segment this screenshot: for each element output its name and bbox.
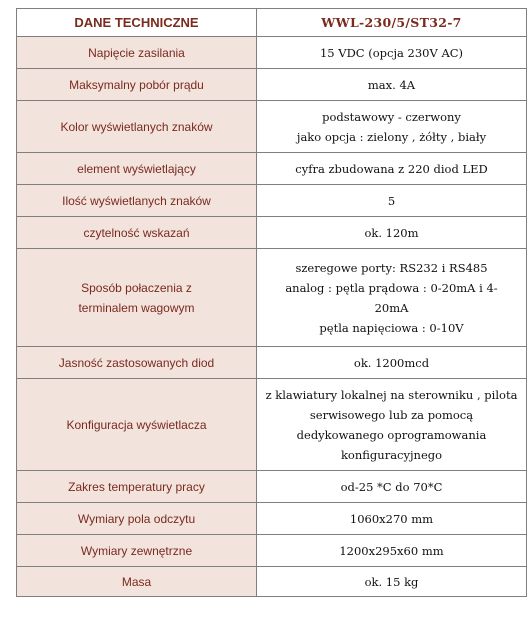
row-value xyxy=(257,101,527,153)
table-row xyxy=(17,217,527,249)
header-label: DANE TECHNICZNE xyxy=(17,9,257,37)
row-value xyxy=(257,347,527,379)
row-value xyxy=(257,567,527,597)
row-value xyxy=(257,503,527,535)
row-value xyxy=(257,535,527,567)
row-label: Jasność zastosowanych diod xyxy=(17,347,257,379)
row-value xyxy=(257,471,527,503)
table-row xyxy=(17,101,527,153)
value-line: ok. 120m xyxy=(364,225,419,240)
value-line: 15 VDC (opcja 230V AC) xyxy=(319,45,464,60)
row-label: element wyświetlający xyxy=(17,153,257,185)
value-line: max. 4A xyxy=(367,77,416,92)
value-line: z klawiatury lokalnej na sterowniku , pilota xyxy=(265,387,518,402)
label-line: terminalem wagowym xyxy=(78,300,195,315)
row-label: Kolor wyświetlanych znaków xyxy=(17,101,257,153)
row-label: czytelność wskazań xyxy=(17,217,257,249)
table-row xyxy=(17,249,527,347)
row-label: Maksymalny pobór prądu xyxy=(17,69,257,101)
value-line: serwisowego lub za pomocą xyxy=(309,407,474,422)
row-value xyxy=(257,185,527,217)
row-value xyxy=(257,249,527,347)
value-line: dedykowanego oprogramowania xyxy=(296,427,487,442)
value-line: ok. 15 kg xyxy=(364,574,419,589)
table-header-row xyxy=(17,9,527,37)
table-row xyxy=(17,69,527,101)
value-line: 1200x295x60 mm xyxy=(339,543,444,558)
value-line: analog : pętla prądowa : 0-20mA i 4- xyxy=(285,280,498,295)
table-row xyxy=(17,567,527,597)
table-row xyxy=(17,379,527,471)
table-row xyxy=(17,37,527,69)
value-line: od-25 *C do 70*C xyxy=(340,479,443,494)
table-row xyxy=(17,535,527,567)
header-model: WWL-230/5/ST32-7 xyxy=(257,9,527,37)
value-line: pętla napięciowa : 0-10V xyxy=(319,320,464,335)
row-value xyxy=(257,153,527,185)
value-line: cyfra zbudowana z 220 diod LED xyxy=(295,161,488,176)
row-label: Wymiary pola odczytu xyxy=(17,503,257,535)
value-line: 5 xyxy=(387,193,396,208)
value-line: ok. 1200mcd xyxy=(353,355,430,370)
row-label: Konfiguracja wyświetlacza xyxy=(17,379,257,471)
table-row xyxy=(17,153,527,185)
row-value xyxy=(257,69,527,101)
label-line: Sposób połaczenia z xyxy=(81,280,192,295)
row-value xyxy=(257,379,527,471)
row-label xyxy=(17,249,257,347)
row-label: Wymiary zewnętrzne xyxy=(17,535,257,567)
value-line: 20mA xyxy=(374,300,409,315)
row-label: Ilość wyświetlanych znaków xyxy=(17,185,257,217)
row-value xyxy=(257,37,527,69)
table-row xyxy=(17,347,527,379)
table-row xyxy=(17,503,527,535)
value-line: konfiguracyjnego xyxy=(340,447,443,462)
value-line: jako opcja : zielony , żółty , biały xyxy=(296,129,487,144)
row-label: Napięcie zasilania xyxy=(17,37,257,69)
table-row xyxy=(17,471,527,503)
row-label: Zakres temperatury pracy xyxy=(17,471,257,503)
table-row xyxy=(17,185,527,217)
row-label: Masa xyxy=(17,567,257,597)
value-line: 1060x270 mm xyxy=(349,511,434,526)
spec-table xyxy=(16,8,527,597)
value-line: szeregowe porty: RS232 i RS485 xyxy=(295,260,488,275)
value-line: podstawowy - czerwony xyxy=(322,109,461,124)
row-value xyxy=(257,217,527,249)
